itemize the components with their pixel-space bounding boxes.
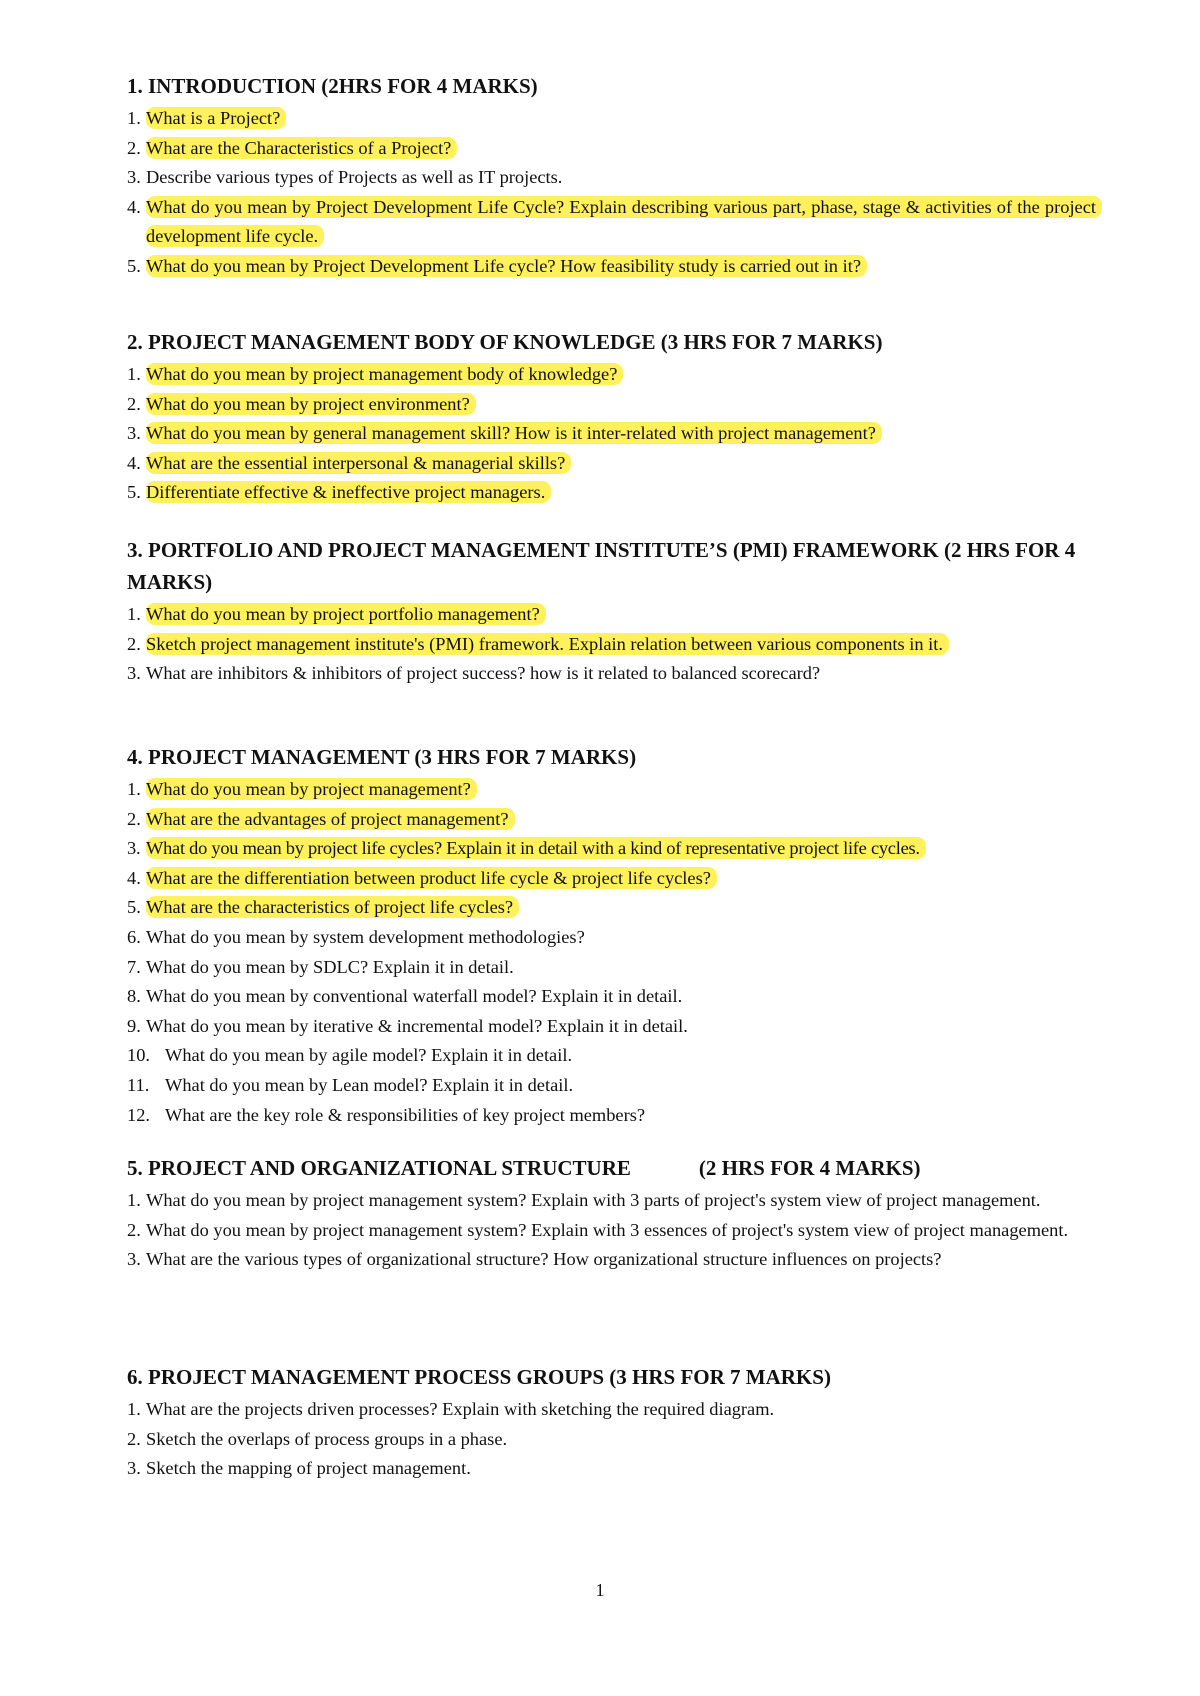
section-title: 6. PROJECT MANAGEMENT PROCESS GROUPS (3 HRS FOR 7 MARKS) — [127, 1365, 831, 1389]
question-number: 5. — [127, 897, 141, 918]
question-item — [127, 630, 1102, 660]
section-process-groups — [127, 1361, 1102, 1484]
question-number: 9. — [127, 1015, 141, 1036]
question-item — [127, 104, 1102, 134]
question-number: 12. — [127, 1104, 150, 1125]
question-number: 3. — [127, 1249, 141, 1270]
question-text: What are the characteristics of project life cycles? — [146, 896, 519, 918]
question-item — [127, 449, 1102, 479]
question-text: What do you mean by Lean model? Explain it in detail. — [165, 1074, 574, 1095]
question-number: 7. — [127, 956, 141, 977]
question-item — [127, 252, 1102, 282]
question-text: What are the key role & responsibilities of key project members? — [165, 1104, 646, 1125]
question-number: 3. — [127, 1458, 141, 1479]
question-item — [127, 193, 1102, 252]
question-number: 3. — [127, 663, 141, 684]
question-number: 2. — [127, 1428, 141, 1449]
question-item — [127, 1425, 1102, 1455]
section-portfolio-pmi — [127, 534, 1102, 689]
question-item — [127, 1012, 1102, 1042]
question-number: 6. — [127, 926, 141, 947]
question-item — [127, 1071, 1102, 1101]
section-project-management — [127, 741, 1102, 1130]
question-text: Sketch project management institute's (PMI) framework. Explain relation between various components in it. — [146, 633, 949, 655]
question-number: 5. — [127, 255, 141, 276]
question-number: 1. — [127, 604, 141, 624]
question-text: What do you mean by system development methodologies? — [146, 926, 585, 947]
question-item — [127, 600, 1102, 630]
question-number: 1. — [127, 108, 141, 128]
question-text: Sketch the overlaps of process groups in a phase. — [146, 1428, 508, 1449]
section-title: 2. PROJECT MANAGEMENT BODY OF KNOWLEDGE (3 HRS FOR 7 MARKS) — [127, 330, 883, 354]
question-text: What are the essential interpersonal & managerial skills? — [146, 452, 571, 474]
question-number: 11. — [127, 1074, 150, 1095]
page-number: 1 — [595, 1580, 605, 1600]
question-item — [127, 659, 1102, 689]
question-number: 5. — [127, 482, 141, 503]
question-item — [127, 1186, 1102, 1216]
question-item — [127, 953, 1102, 983]
question-text: What are the projects driven processes? Explain with sketching the required diagram. — [146, 1399, 775, 1419]
question-item — [127, 390, 1102, 420]
question-item — [127, 834, 1102, 864]
question-text: Differentiate effective & ineffective project managers. — [146, 481, 551, 503]
question-number: 2. — [127, 1219, 141, 1240]
question-number: 10. — [127, 1045, 150, 1066]
question-text: What are the differentiation between product life cycle & project life cycles? — [146, 867, 717, 889]
question-text: What are the various types of organizational structure? How organizational structure influences on projects? — [146, 1249, 942, 1270]
question-item — [127, 982, 1102, 1012]
question-item — [127, 923, 1102, 953]
question-number: 2. — [127, 393, 141, 414]
question-number: 3. — [127, 423, 141, 444]
question-item — [127, 1245, 1102, 1275]
question-item — [127, 1454, 1102, 1484]
question-item — [127, 1041, 1102, 1071]
question-text: What do you mean by SDLC? Explain it in detail. — [146, 956, 514, 977]
question-text: What is a Project? — [146, 107, 286, 129]
question-item — [127, 1101, 1102, 1131]
question-item — [127, 864, 1102, 894]
section-pmbok — [127, 326, 1102, 508]
question-item — [127, 163, 1102, 193]
question-text: What do you mean by iterative & incremental model? Explain it in detail. — [146, 1015, 688, 1036]
question-text: What are inhibitors & inhibitors of project success? how is it related to balanced scorecard? — [146, 663, 821, 684]
question-text: What do you mean by Project Development Life Cycle? Explain describing various part, phase, stage & activities of the project development life cycle. — [146, 196, 1102, 248]
question-text: What are the Characteristics of a Project? — [146, 137, 457, 159]
question-text: What do you mean by project management system? Explain with 3 parts of project's system view of project management. — [146, 1190, 1041, 1210]
question-item — [127, 775, 1102, 805]
question-number: 1. — [127, 1190, 141, 1210]
question-item — [127, 134, 1102, 164]
question-text: What do you mean by agile model? Explain it in detail. — [165, 1045, 573, 1066]
question-number: 2. — [127, 633, 141, 654]
question-number: 4. — [127, 196, 141, 217]
question-text: What do you mean by project environment? — [146, 393, 476, 415]
question-item — [127, 893, 1102, 923]
question-number: 3. — [127, 167, 141, 188]
question-item — [127, 1395, 1102, 1425]
question-text: What do you mean by project management body of knowledge? — [146, 363, 623, 385]
question-text: What are the advantages of project management? — [146, 808, 515, 830]
question-item — [127, 360, 1102, 390]
question-number: 1. — [127, 364, 141, 384]
question-text: Sketch the mapping of project management. — [146, 1458, 471, 1479]
section-title: 3. PORTFOLIO AND PROJECT MANAGEMENT INSTITUTE’S (PMI) FRAMEWORK (2 HRS FOR 4 MARKS) — [127, 538, 1076, 594]
question-text: What do you mean by project management? — [146, 778, 477, 800]
question-number: 2. — [127, 137, 141, 158]
question-text: What do you mean by conventional waterfall model? Explain it in detail. — [146, 986, 683, 1007]
question-text: What do you mean by project management system? Explain with 3 essences of project's system view of project management. — [146, 1219, 1069, 1240]
question-number: 3. — [127, 838, 141, 859]
question-number: 4. — [127, 867, 141, 888]
question-text: Describe various types of Projects as well as IT projects. — [146, 167, 563, 188]
question-item — [127, 1216, 1102, 1246]
section-title-marks: (2 HRS FOR 4 MARKS) — [698, 1156, 921, 1180]
question-number: 1. — [127, 779, 141, 799]
question-text: What do you mean by general management skill? How is it inter-related with project management? — [146, 422, 882, 444]
section-title — [127, 1152, 1102, 1184]
question-number: 4. — [127, 452, 141, 473]
question-item — [127, 478, 1102, 508]
section-organizational-structure — [127, 1152, 1102, 1275]
question-text: What do you mean by Project Development Life cycle? How feasibility study is carried out in it? — [146, 255, 867, 277]
section-title-text: 5. PROJECT AND ORGANIZATIONAL STRUCTURE — [127, 1156, 631, 1180]
question-number: 2. — [127, 808, 141, 829]
section-title: 4. PROJECT MANAGEMENT (3 HRS FOR 7 MARKS) — [127, 745, 637, 769]
question-text: What do you mean by project portfolio management? — [146, 603, 546, 625]
question-item — [127, 805, 1102, 835]
question-number: 1. — [127, 1399, 141, 1419]
section-introduction — [127, 70, 1102, 282]
section-title: 1. INTRODUCTION (2HRS FOR 4 MARKS) — [127, 74, 538, 98]
question-number: 8. — [127, 986, 141, 1007]
question-text: What do you mean by project life cycles? Explain it in detail with a kind of representative project life cycles. — [146, 837, 926, 859]
question-item — [127, 419, 1102, 449]
